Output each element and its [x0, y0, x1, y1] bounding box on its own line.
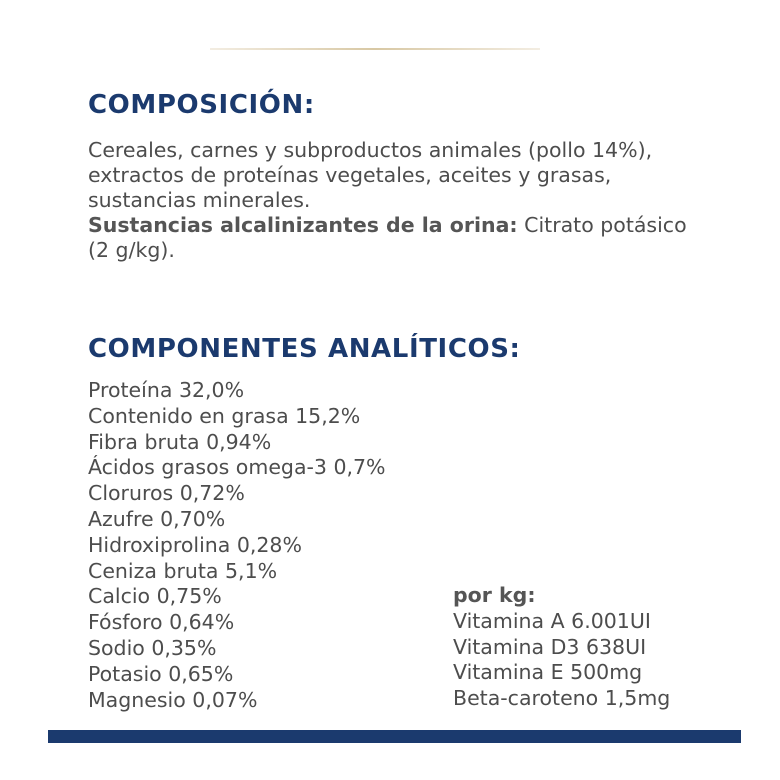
alkalizing-value: Citrato potásico (2 g/kg). [88, 213, 687, 262]
analytic-item: Fósforo 0,64% [88, 610, 235, 635]
analytic-item: Fibra bruta 0,94% [88, 429, 272, 454]
analytic-item: Magnesio 0,07% [88, 687, 258, 712]
per-kg-title: por kg: [453, 583, 536, 607]
vitamin-item: Beta-caroteno 1,5mg [453, 686, 671, 711]
vitamin-item: Vitamina D3 638UI [453, 634, 647, 659]
analytic-item: Ceniza bruta 5,1% [88, 558, 278, 583]
alkalizing-label: Sustancias alcalinizantes de la orina: [88, 213, 518, 237]
per-kg-list [453, 583, 670, 712]
analytic-item: Sodio 0,35% [88, 635, 217, 660]
top-divider [210, 48, 540, 50]
analytic-item: Contenido en grasa 15,2% [88, 403, 361, 428]
analytic-item: Hidroxiprolina 0,28% [88, 532, 302, 557]
vitamin-item: Vitamina A 6.001UI [453, 608, 651, 633]
analytic-item: Cloruros 0,72% [88, 481, 245, 506]
vitamin-item: Vitamina E 500mg [453, 660, 643, 685]
composition-text [88, 138, 708, 263]
analytic-item: Azufre 0,70% [88, 506, 226, 531]
analytic-item: Ácidos grasos omega-3 0,7% [88, 455, 386, 480]
composition-heading: COMPOSICIÓN: [88, 90, 315, 120]
analytic-item: Proteína 32,0% [88, 378, 245, 402]
analytic-item: Potasio 0,65% [88, 661, 234, 686]
composition-ingredients: Cereales, carnes y subproductos animales (pollo 14%), extractos de proteínas vegetales, aceites y grasas, sustancias minerales. [88, 138, 653, 212]
analytics-list [88, 378, 386, 713]
analytics-heading: COMPONENTES ANALÍTICOS: [88, 334, 521, 364]
bottom-bar [48, 730, 741, 743]
alkalizing-paragraph [88, 213, 708, 263]
analytic-item: Calcio 0,75% [88, 584, 222, 609]
